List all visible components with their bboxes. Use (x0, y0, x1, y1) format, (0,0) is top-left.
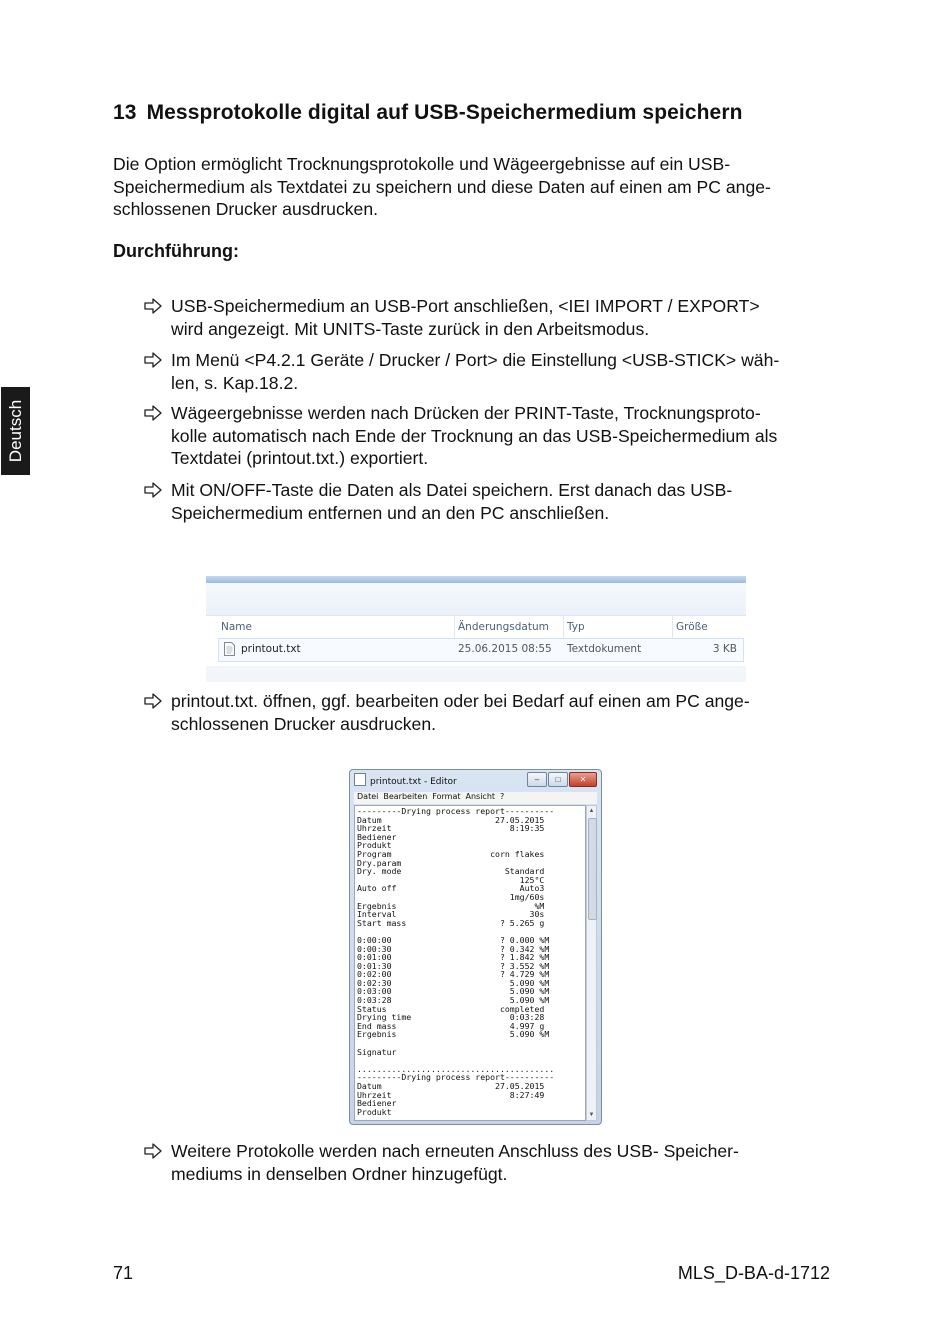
arrow-right-icon (143, 297, 163, 315)
step-line: Textdatei (printout.txt.) exportiert. (171, 448, 429, 468)
menu-bearbeiten[interactable]: Bearbeiten (383, 792, 428, 801)
explorer-toolbar (206, 583, 746, 616)
step-line: Speichermedium entfernen und an den PC anschließen. (171, 502, 610, 523)
section-title: Messprotokolle digital auf USB-Speichermedium speichern (146, 101, 743, 124)
column-type[interactable]: Typ (567, 621, 585, 633)
procedure-heading: Durchführung: (113, 241, 239, 261)
step-line: len, s. Kap.18.2. (171, 372, 299, 393)
step-line: wird angezeigt. Mit UNITS-Taste zurück in den Arbeitsmodus. (171, 318, 650, 339)
step-line: printout.txt. öffnen, ggf. bearbeiten oder bei Bedarf auf einen am PC ange- (171, 691, 750, 711)
section-heading (113, 101, 743, 125)
notepad-title: printout.txt - Editor (370, 777, 457, 787)
intro-line: schlossenen Drucker ausdrucken. (113, 199, 379, 219)
file-date: 25.06.2015 08:55 (458, 643, 552, 655)
text-file-icon (224, 642, 235, 656)
arrow-right-icon (143, 404, 163, 422)
step-line: USB-Speichermedium an USB-Port anschließen, <IEI IMPORT / EXPORT> (171, 296, 760, 316)
page-number: 71 (113, 1263, 134, 1283)
step-item (143, 349, 843, 394)
notepad-title-bar (354, 773, 524, 789)
document-code: MLS_D-BA-d-1712 (677, 1263, 830, 1283)
step-line: schlossenen Drucker ausdrucken. (171, 713, 437, 734)
arrow-right-icon (143, 481, 163, 499)
window-controls (526, 772, 597, 786)
step-line: Weitere Protokolle werden nach erneuten Anschluss des USB- Speicher- (171, 1141, 739, 1161)
notepad-text-area[interactable]: ---------Drying process report---------- Datum 27.05.2015 Uhrzeit 8:19:35 Bediener Produkt Program corn flakes Dry.param Dry. mode Standard 125°C Auto off Auto3 1mg/60s Ergebnis %M Interval 30s Start mass ? 5.265 g 0:00:00 ? 0.000 %M 0:00:30 ? 0.342 %M 0:01:00 ? 1.842 %M 0:01:30 ? 3.552 %M 0:02:00 ? 4.729 %M 0:02:30 5.090 %M 0:03:00 5.090 %M 0:03:28 5.090 %M Status completed Drying time 0:03:28 End mass 4.997 g Ergebnis 5.090 %M Signatur ........................................ ---------Drying process report---------- Datum 27.05.2015 Uhrzeit 8:27:49 Bediener Produkt (354, 805, 586, 1121)
file-name[interactable]: printout.txt (241, 643, 301, 655)
column-name[interactable]: Name (221, 621, 252, 633)
column-divider (672, 616, 673, 638)
explorer-column-header (218, 616, 746, 638)
arrow-right-icon (143, 1142, 163, 1160)
column-date[interactable]: Änderungsdatum (458, 621, 549, 633)
language-label: Deutsch (5, 399, 25, 463)
scroll-down-icon[interactable]: ▼ (588, 1112, 595, 1118)
column-divider (563, 616, 564, 638)
maximize-button[interactable]: □ (548, 772, 568, 787)
explorer-title-bar (206, 576, 746, 583)
notepad-icon (354, 773, 366, 786)
menu-format[interactable]: Format (432, 792, 461, 801)
close-button[interactable]: ✕ (569, 772, 597, 787)
intro-line: Die Option ermöglicht Trocknungsprotokolle und Wägeergebnisse auf ein USB- (113, 154, 731, 174)
language-side-tab (1, 387, 30, 475)
file-size: 3 KB (712, 643, 737, 655)
section-number: 13 (113, 101, 137, 124)
explorer-footer-area (206, 666, 746, 682)
step-item (143, 295, 843, 340)
column-divider (454, 616, 455, 638)
step-item (143, 1140, 843, 1185)
step-item (143, 402, 843, 470)
arrow-right-icon (143, 351, 163, 369)
menu-datei[interactable]: Datei (357, 792, 379, 801)
menu-ansicht[interactable]: Ansicht (465, 792, 496, 801)
step-line: Wägeergebnisse werden nach Drücken der PRINT-Taste, Trocknungsproto- (171, 403, 761, 423)
step-line: Mit ON/OFF-Taste die Daten als Datei speichern. Erst danach das USB- (171, 480, 733, 500)
step-item (143, 690, 843, 735)
minimize-button[interactable]: – (527, 772, 547, 787)
column-size[interactable]: Größe (676, 621, 708, 633)
file-type: Textdokument (567, 643, 642, 655)
vertical-scrollbar[interactable] (586, 805, 597, 1121)
step-item (143, 479, 843, 524)
scroll-up-icon[interactable]: ▲ (588, 808, 595, 814)
menu-help[interactable]: ? (500, 792, 505, 801)
scrollbar-thumb[interactable] (588, 818, 597, 920)
file-explorer-screenshot (206, 576, 746, 682)
intro-paragraph (113, 153, 843, 221)
step-line: Im Menü <P4.2.1 Geräte / Drucker / Port> die Einstellung <USB-STICK> wäh- (171, 350, 780, 370)
step-line: mediums in denselben Ordner hinzugefügt. (171, 1163, 508, 1184)
file-row[interactable] (218, 638, 744, 662)
arrow-right-icon (143, 692, 163, 710)
notepad-window-screenshot (349, 769, 602, 1125)
intro-line: Speichermedium als Textdatei zu speichern und diese Daten auf einen am PC ange- (113, 176, 771, 197)
step-line: kolle automatisch nach Ende der Trocknung an das USB-Speichermedium als (171, 425, 778, 446)
notepad-menu-bar (354, 792, 597, 804)
